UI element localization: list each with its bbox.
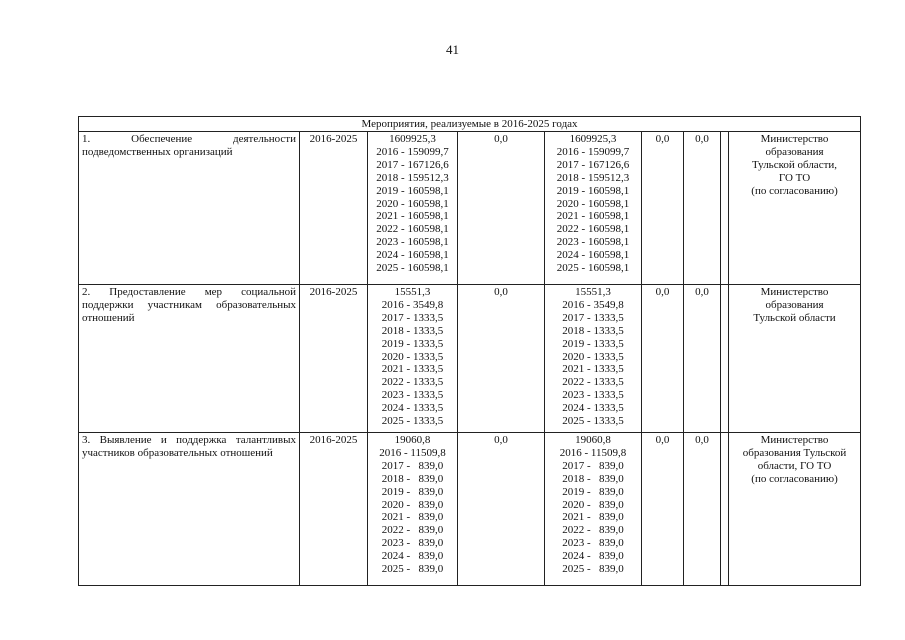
budget-amounts-line: 2025 - 839,0 — [562, 563, 624, 576]
budget-amounts-line: 2022 - 839,0 — [562, 524, 624, 537]
column-4-value: 0,0 — [458, 433, 545, 586]
budget-amounts-line: 2016 - 159099,7 — [556, 145, 630, 158]
total-amounts-line: 2016 - 159099,7 — [376, 145, 449, 158]
budget-amounts — [545, 285, 642, 433]
budget-amounts-line: 2018 - 1333,5 — [562, 324, 624, 337]
empty-cell — [721, 132, 729, 285]
total-amounts-line: 2018 - 1333,5 — [381, 324, 444, 337]
budget-amounts-line: 2016 - 3549,8 — [562, 298, 624, 311]
total-amounts-line: 2020 - 1333,5 — [381, 350, 444, 363]
page-number: 41 — [446, 42, 459, 57]
budget-amounts-line: 2018 - 159512,3 — [556, 171, 630, 184]
measure-name: 1. Обеспечение деятельности подведомственных организаций — [79, 132, 300, 285]
executor-line: (по согласованию) — [751, 184, 838, 197]
budget-amounts-line: 2020 - 839,0 — [562, 498, 624, 511]
budget-amounts-line: 2022 - 1333,5 — [562, 376, 624, 389]
total-amounts-line: 2022 - 839,0 — [381, 524, 444, 537]
total-amounts-line: 2016 - 11509,8 — [379, 446, 446, 459]
total-amounts — [368, 132, 458, 285]
total-amounts-line: 2023 - 160598,1 — [376, 236, 449, 249]
total-amounts — [368, 285, 458, 433]
column-7-value: 0,0 — [684, 285, 721, 433]
total-amounts-line: 2017 - 167126,6 — [376, 158, 449, 171]
budget-amounts-line: 2023 - 839,0 — [562, 537, 624, 550]
executor — [729, 285, 861, 433]
budget-amounts-line: 15551,3 — [575, 286, 611, 298]
budget-amounts-line: 2018 - 839,0 — [562, 472, 624, 485]
budget-amounts-line: 2019 - 839,0 — [562, 485, 624, 498]
executor — [729, 132, 861, 285]
total-amounts-line: 2025 - 839,0 — [381, 563, 444, 576]
total-amounts-line: 2019 - 1333,5 — [381, 337, 444, 350]
executor-line: образования — [765, 145, 824, 158]
total-amounts-line: 2022 - 160598,1 — [376, 223, 449, 236]
total-amounts-line: 19060,8 — [394, 434, 431, 446]
measure-period: 2016-2025 — [300, 132, 368, 285]
measure-period: 2016-2025 — [300, 433, 368, 586]
budget-amounts — [545, 132, 642, 285]
total-amounts-line: 2019 - 160598,1 — [376, 184, 449, 197]
total-amounts-line: 2024 - 1333,5 — [381, 402, 444, 415]
budget-amounts-line: 2025 - 1333,5 — [562, 415, 624, 428]
table-section-header: Мероприятия, реализуемые в 2016-2025 годах — [79, 117, 861, 132]
measure-name: 3. Выявление и поддержка талантливых участников образовательных отношений — [79, 433, 300, 586]
executor-line: Министерство — [760, 133, 829, 145]
budget-amounts-line: 2016 - 11509,8 — [559, 446, 627, 459]
total-amounts-line: 2024 - 160598,1 — [376, 249, 449, 262]
budget-amounts-line: 2020 - 1333,5 — [562, 350, 624, 363]
total-amounts-line: 2023 - 839,0 — [381, 537, 444, 550]
total-amounts-line: 2016 - 3549,8 — [381, 298, 444, 311]
measure-name: 2. Предоставление мер социальной поддержки участникам образовательных отношений — [79, 285, 300, 433]
table-row — [79, 285, 861, 433]
budget-amounts-line: 2021 - 160598,1 — [556, 210, 630, 223]
executor-line: образования Тульской — [742, 446, 847, 459]
executor-line: области, ГО ТО — [757, 459, 832, 472]
total-amounts-line: 2021 - 839,0 — [381, 511, 444, 524]
budget-amounts-line: 2021 - 1333,5 — [562, 363, 624, 376]
empty-cell — [721, 433, 729, 586]
total-amounts-line: 2019 - 839,0 — [381, 485, 444, 498]
budget-amounts-line: 2017 - 167126,6 — [556, 158, 630, 171]
budget-amounts-line: 2022 - 160598,1 — [556, 223, 630, 236]
budget-amounts — [545, 433, 642, 586]
total-amounts-line: 2021 - 1333,5 — [381, 363, 444, 376]
budget-amounts-line: 2024 - 839,0 — [562, 550, 624, 563]
budget-amounts-line: 2023 - 1333,5 — [562, 389, 624, 402]
column-6-value: 0,0 — [642, 132, 684, 285]
executor-line: Министерство — [760, 434, 829, 446]
column-7-value: 0,0 — [684, 132, 721, 285]
total-amounts-line: 2018 - 159512,3 — [376, 171, 449, 184]
table-header-row — [79, 117, 861, 132]
executor-line: Министерство — [760, 286, 829, 298]
executor-line: Тульской области, — [752, 158, 838, 171]
budget-amounts-line: 2024 - 160598,1 — [556, 249, 630, 262]
column-4-value: 0,0 — [458, 285, 545, 433]
total-amounts-line: 2020 - 160598,1 — [376, 197, 449, 210]
budget-amounts-line: 2023 - 160598,1 — [556, 236, 630, 249]
table-row — [79, 132, 861, 285]
executor — [729, 433, 861, 586]
budget-amounts-line: 2019 - 160598,1 — [556, 184, 630, 197]
empty-cell — [721, 285, 729, 433]
column-4-value: 0,0 — [458, 132, 545, 285]
budget-amounts-line: 2017 - 1333,5 — [562, 311, 624, 324]
budget-amounts-line: 2019 - 1333,5 — [562, 337, 624, 350]
executor-line: образования — [765, 298, 824, 311]
executor-line: (по согласованию) — [751, 472, 838, 485]
budget-amounts-line: 1609925,3 — [569, 133, 617, 145]
column-6-value: 0,0 — [642, 433, 684, 586]
budget-amounts-line: 2025 - 160598,1 — [556, 262, 630, 275]
budget-amounts-line: 2024 - 1333,5 — [562, 402, 624, 415]
column-6-value: 0,0 — [642, 285, 684, 433]
executor-line: ГО ТО — [778, 171, 811, 184]
table-body — [79, 132, 861, 586]
executor-line: Тульской области — [753, 311, 836, 324]
column-7-value: 0,0 — [684, 433, 721, 586]
total-amounts-line: 2022 - 1333,5 — [381, 376, 444, 389]
measure-period: 2016-2025 — [300, 285, 368, 433]
budget-amounts-line: 2017 - 839,0 — [562, 459, 624, 472]
total-amounts — [368, 433, 458, 586]
budget-amounts-line: 2021 - 839,0 — [562, 511, 624, 524]
total-amounts-line: 2023 - 1333,5 — [381, 389, 444, 402]
total-amounts-line: 1609925,3 — [389, 133, 436, 145]
total-amounts-line: 2025 - 1333,5 — [381, 415, 444, 428]
total-amounts-line: 2017 - 839,0 — [381, 459, 444, 472]
measures-table — [78, 116, 861, 586]
table-row — [79, 433, 861, 586]
budget-amounts-line: 2020 - 160598,1 — [556, 197, 630, 210]
total-amounts-line: 2025 - 160598,1 — [376, 262, 449, 275]
total-amounts-line: 2021 - 160598,1 — [376, 210, 449, 223]
total-amounts-line: 2024 - 839,0 — [381, 550, 444, 563]
total-amounts-line: 15551,3 — [394, 286, 431, 298]
total-amounts-line: 2020 - 839,0 — [381, 498, 444, 511]
total-amounts-line: 2017 - 1333,5 — [381, 311, 444, 324]
budget-amounts-line: 19060,8 — [575, 434, 611, 446]
total-amounts-line: 2018 - 839,0 — [381, 472, 444, 485]
